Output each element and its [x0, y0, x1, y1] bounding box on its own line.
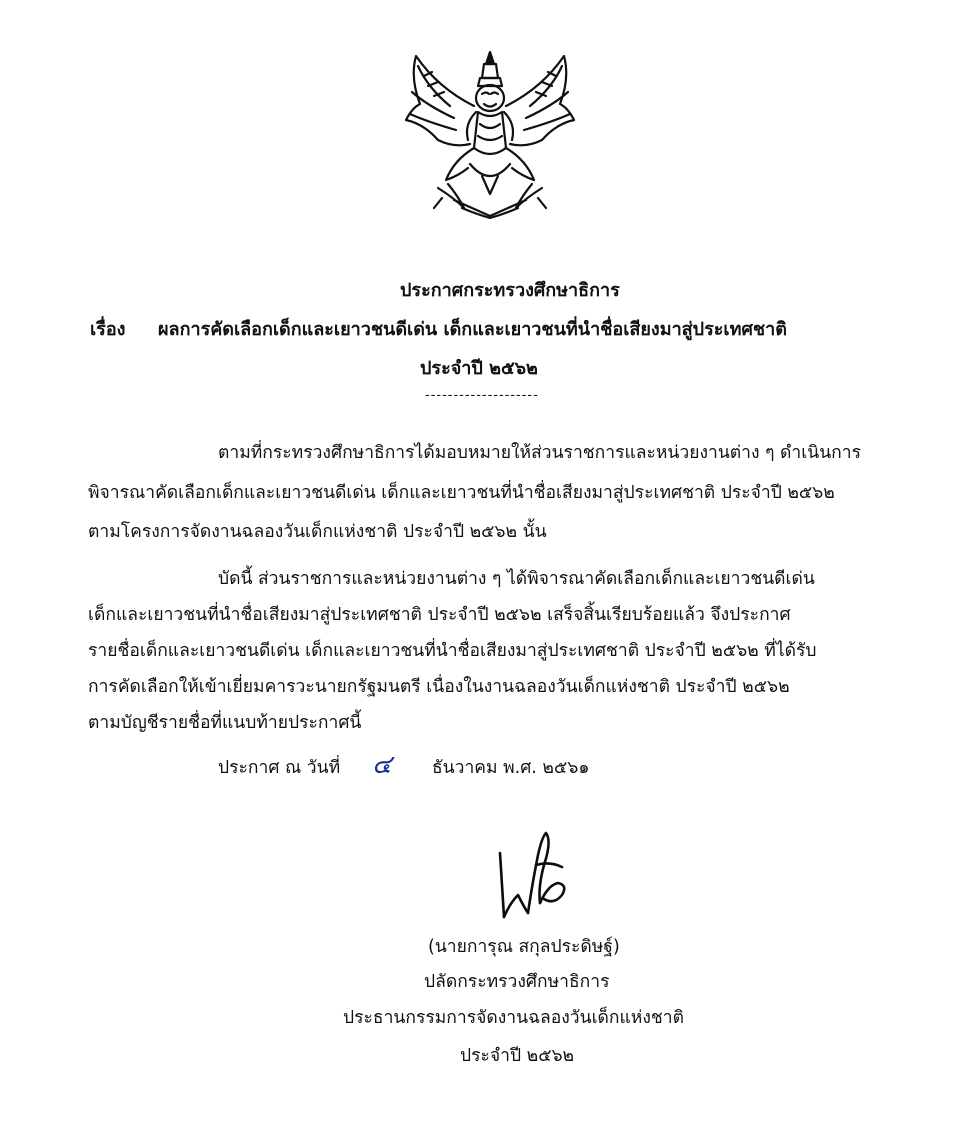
subject-text: ผลการคัดเลือกเด็กและเยาวชนดีเด่น เด็กและเยาวชนที่นำชื่อเสียงมาสู่ประเทศชาติ: [158, 319, 787, 340]
paragraph1-line3: ตามโครงการจัดงานฉลองวันเด็กแห่งชาติ ประจำปี ๒๕๖๒ นั้น: [88, 522, 547, 542]
paragraph2-line5: ตามบัญชีรายชื่อที่แนบท้ายประกาศนี้: [88, 713, 362, 733]
subject-label: เรื่อง: [90, 319, 126, 340]
paragraph2-line3: รายชื่อเด็กและเยาวชนดีเด่น เด็กและเยาวชนที่นำชื่อเสียงมาสู่ประเทศชาติ ประจำปี ๒๕๖๒ ที่ได้รับ: [88, 641, 817, 661]
date-prefix: ประกาศ ณ วันที่: [218, 758, 341, 778]
paragraph1-line2: พิจารณาคัดเลือกเด็กและเยาวชนดีเด่น เด็กและเยาวชนที่นำชื่อเสียงมาสู่ประเทศชาติ ประจำปี ๒๕๖๒: [88, 483, 835, 503]
paragraph1-line1: ตามที่กระทรวงศึกษาธิการได้มอบหมายให้ส่วนราชการและหน่วยงานต่าง ๆ ดำเนินการ: [218, 443, 861, 463]
signature-icon: [480, 825, 580, 925]
date-month-year: ธันวาคม พ.ศ. ๒๕๖๑: [432, 758, 590, 778]
paragraph2-line2: เด็กและเยาวชนที่นำชื่อเสียงมาสู่ประเทศชาติ ประจำปี ๒๕๖๒ เสร็จสิ้นเรียบร้อยแล้ว จึงประกาศ: [88, 605, 791, 625]
year-line: ประจำปี ๒๕๖๒: [420, 358, 538, 379]
divider: --------------------: [425, 388, 539, 403]
paragraph2-line4: การคัดเลือกให้เข้าเยี่ยมคารวะนายกรัฐมนตรี เนื่องในงานฉลองวันเด็กแห่งชาติ ประจำปี ๒๕๖๒: [88, 677, 790, 697]
signatory-position: ปลัดกระทรวงศึกษาธิการ: [424, 972, 610, 992]
announcement-title: ประกาศกระทรวงศึกษาธิการ: [400, 280, 620, 301]
signatory-name: (นายการุณ สกุลประดิษฐ์): [428, 937, 620, 957]
committee-position: ประธานกรรมการจัดงานฉลองวันเด็กแห่งชาติ: [343, 1008, 684, 1028]
date-day: ๔: [372, 750, 392, 780]
committee-year: ประจำปี ๒๕๖๒: [460, 1046, 575, 1066]
paragraph2-line1: บัดนี้ ส่วนราชการและหน่วยงานต่าง ๆ ได้พิจารณาคัดเลือกเด็กและเยาวชนดีเด่น: [218, 569, 815, 589]
garuda-emblem-icon: [398, 48, 583, 220]
